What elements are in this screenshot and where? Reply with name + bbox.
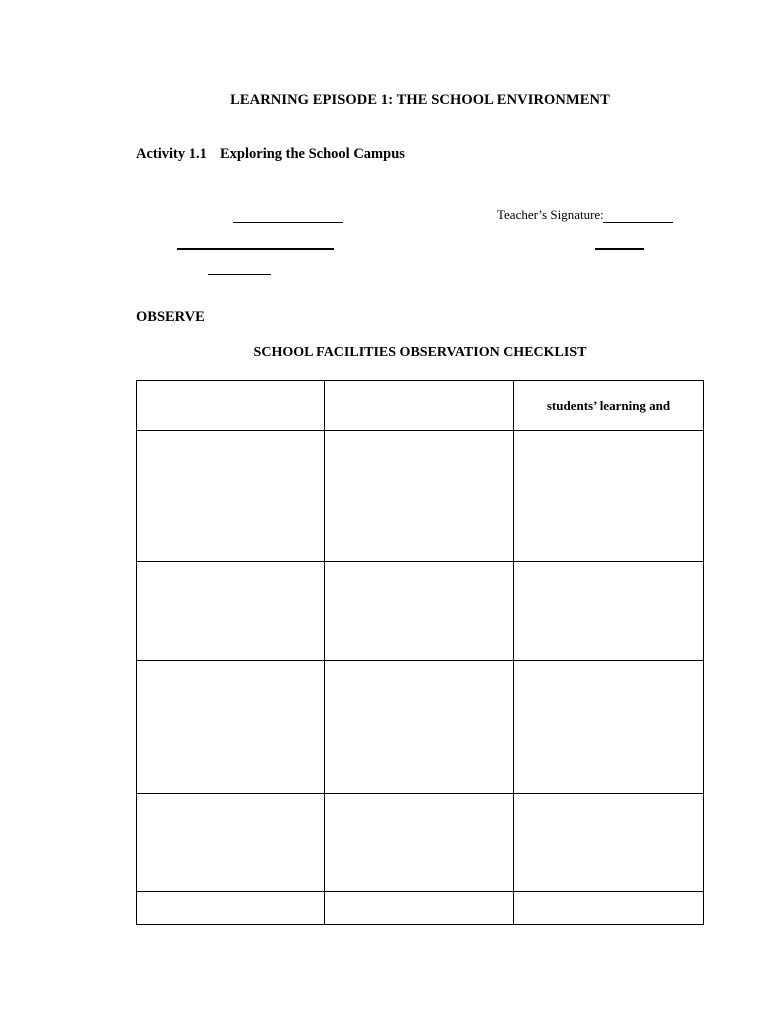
document-title: LEARNING EPISODE 1: THE SCHOOL ENVIRONMENT xyxy=(230,92,610,108)
table-cell[interactable] xyxy=(325,794,514,892)
header-cell xyxy=(325,381,514,431)
table-cell[interactable] xyxy=(325,431,514,562)
table-cell[interactable] xyxy=(325,892,514,925)
table-row xyxy=(137,892,704,925)
checklist-title: SCHOOL FACILITIES OBSERVATION CHECKLIST xyxy=(253,345,587,360)
blank-line-time xyxy=(208,274,271,275)
blank-line-date xyxy=(595,248,644,250)
teacher-signature-line xyxy=(603,222,673,223)
table-row xyxy=(137,661,704,794)
table-cell[interactable] xyxy=(514,562,704,661)
blank-line-school xyxy=(177,248,334,250)
section-label-observe: OBSERVE xyxy=(136,309,205,325)
table-header-row xyxy=(137,381,704,431)
table-cell[interactable] xyxy=(514,794,704,892)
blank-line-name xyxy=(233,222,343,223)
table-row xyxy=(137,431,704,562)
activity-number: Activity 1.1 xyxy=(136,146,207,162)
table-cell[interactable] xyxy=(325,562,514,661)
activity-title: Exploring the School Campus xyxy=(220,146,405,162)
activity-heading xyxy=(136,146,405,163)
table-cell[interactable] xyxy=(514,661,704,794)
header-cell xyxy=(137,381,325,431)
table-cell[interactable] xyxy=(325,661,514,794)
table-cell[interactable] xyxy=(137,431,325,562)
table-row xyxy=(137,562,704,661)
table-cell[interactable] xyxy=(514,431,704,562)
header-cell: students’ learning and xyxy=(514,381,704,431)
teacher-signature-label: Teacher’s Signature: xyxy=(497,207,604,222)
table-row xyxy=(137,794,704,892)
table-cell[interactable] xyxy=(137,794,325,892)
table-cell[interactable] xyxy=(514,892,704,925)
table-cell[interactable] xyxy=(137,562,325,661)
table-cell[interactable] xyxy=(137,661,325,794)
observation-checklist-table xyxy=(136,380,704,925)
table-cell[interactable] xyxy=(137,892,325,925)
